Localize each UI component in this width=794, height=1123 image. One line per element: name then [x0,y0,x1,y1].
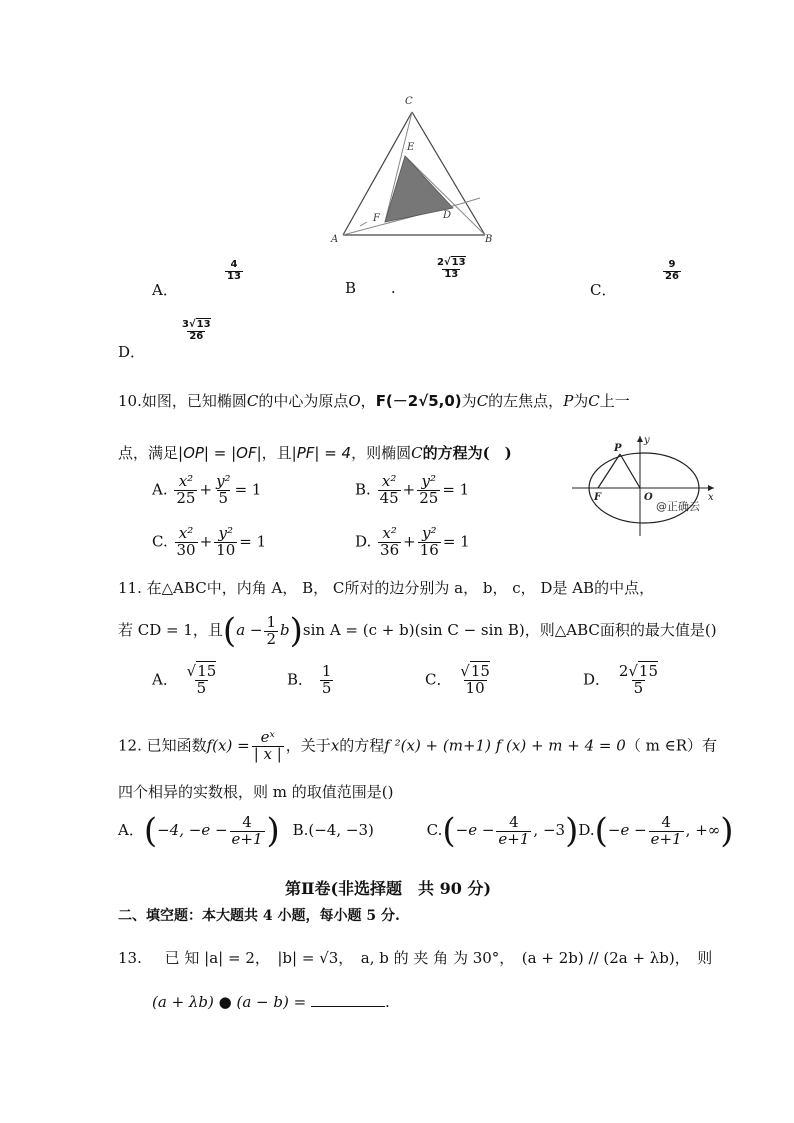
q10-text: 10.如图，已知椭圆 [118,392,247,410]
q13-answer-blank[interactable] [311,992,385,1007]
q10-var-c: C [588,392,600,410]
q9-option-d[interactable] [118,341,145,362]
q12-d-expr: −e − [607,821,647,839]
q12-a-num: 4 [242,812,252,831]
q9-b-coef: 2 [437,257,444,268]
label-D: D [443,210,452,221]
q10-text: ， [360,392,376,410]
q10-b-x2: x² [381,472,397,490]
q9-b-den: 13 [444,268,459,280]
q10-text: 点，满足 [118,444,179,462]
q10-d-rhs: = 1 [442,532,470,551]
q11-text: 若 CD = 1，且 [118,621,223,639]
q12-c-expr: −e − [455,821,495,839]
q12-text: 的方程 [339,736,385,755]
q10-b-den2: 25 [419,488,439,507]
q9-c-den: 26 [665,270,679,282]
q9-option-b[interactable] [345,279,396,297]
q10-a-plus: + [199,480,213,499]
q10-line1 [118,390,630,411]
fig-label-O: O [644,492,653,503]
q10-b-y2: y² [421,472,437,490]
q11-b-label: B． [287,670,314,689]
q10-d-den1: 36 [380,540,400,559]
q10-a-rhs: = 1 [234,480,262,499]
q11-option-a[interactable]: A． $\frac{√15}{5}$ [152,662,217,697]
q12-line2: 四个相异的实数根，则 m 的取值范围是() [118,783,394,801]
q12-fnum: eˣ [260,728,275,746]
fig-label-y: y [644,435,650,446]
q12-d-den: e+1 [650,829,682,848]
q10-var-o: O [348,392,361,410]
q9-d-label: D． [118,343,146,361]
q9-option-c-value [661,260,683,282]
q10-text: 为 [573,392,589,410]
q10-var-p: P [563,392,574,410]
q10-cond1: |OP| = |OF| [178,444,262,462]
label-C: C [405,96,413,107]
q10-line2 [118,442,512,463]
q10-c-plus: + [199,532,213,551]
q13-expr: (a + λb) ● (a − b) = [152,993,307,1011]
q10-c-x2: x² [178,524,194,542]
fig-label-x: x [708,492,714,503]
q12-equation: f ²(x) + (m+1) f (x) + m + 4 = 0 [384,736,626,755]
q9-d-den: 26 [189,330,204,342]
q9-b-label: B [345,279,357,297]
q12-a-den: e+1 [231,829,263,848]
section2-title: 第Ⅱ卷(非选择题 共 90 分) [285,879,492,898]
q12-options [118,811,734,851]
q10-a-y2: y² [216,472,231,490]
q10-focus: F(－2√5,0) [375,392,462,410]
q11-text: sin A = (c + b)(sin C − sin B)，则△ABC面积的最大值是() [302,621,717,639]
q10-option-d[interactable] [355,526,470,559]
q11-c-rad: 15 [470,662,490,680]
q10-b-rhs: = 1 [442,480,470,499]
q10-b-plus: + [402,480,416,499]
q10-a-x2: x² [178,472,194,490]
q10-text: 为 [461,392,477,410]
q9-a-label: A． [152,281,178,299]
q12-option-c[interactable]: C.(−e − $\frac{4}{e+1}$ , −3) [426,811,579,851]
q10-d-y2: y² [422,524,437,542]
label-F: F [373,213,380,224]
q11-c-den: 10 [465,678,485,697]
q9-option-b-value: $\frac{2√13}{13}$ [437,257,466,280]
q9-option-d-value: $\frac{3√13}{26}$ [182,319,211,342]
q10-var-c: C [476,392,489,410]
q9-b-dot: . [390,279,396,297]
fig-watermark: @正确云 [656,500,700,513]
q12-text: ，关于 [285,736,331,755]
q11-line1: 11. 在△ABC中，内角 A， B， C所对的边分别为 a， b， c， D是 AB的中点， [118,579,655,597]
q10-text: 的左焦点， [488,392,564,410]
q12-c-label: C. [426,821,443,839]
q12-line1 [118,730,717,763]
q10-text: 上一 [599,392,630,410]
q9-option-a-value [223,260,245,282]
q11-expr-den: 2 [266,629,277,648]
q11-line2: 若 CD = 1，且(a − $\frac{1}{2}$ b)sin A = (c + b)(sin C − sin B)，则△ABC面积的最大值是() [118,611,717,651]
q10-d-label: D. [355,532,372,551]
q9-a-den: 13 [227,270,241,282]
q12-d-label: D. [578,821,595,839]
q11-b-den: 5 [321,678,332,697]
q9-b-rad: 13 [451,257,466,268]
q10-b-label: B. [355,480,371,499]
q12-d-expr2: , +∞ [685,821,721,839]
fig-label-F: F [594,492,602,503]
q12-option-d[interactable]: D.(−e − $\frac{4}{e+1}$ , +∞) [578,811,734,851]
q13-line2 [152,992,390,1011]
q12-c-num: 4 [509,812,519,831]
q11-d-coef: 2 [618,662,629,680]
q13-end: . [384,993,390,1011]
q10-d-den2: 16 [419,540,439,559]
fig-label-P: P [614,443,622,454]
q10-option-a[interactable] [152,474,261,507]
q10-d-plus: + [403,532,416,551]
q11-expr-a: a − [236,621,263,639]
q10-b-den1: 45 [379,488,399,507]
q10-a-den2: 5 [218,488,229,507]
q10-text: ，则椭圆 [351,444,412,462]
q10-c-label: C. [152,532,168,551]
q11-expr-num: 1 [266,612,277,631]
q11-expr-b: b [280,621,290,639]
q11-d-label: D． [583,670,611,689]
label-B: B [485,234,493,245]
q12-a-expr: −4, −e − [157,821,228,839]
label-A: A [331,234,339,245]
q11-c-label: C． [425,670,452,689]
q10-c-den1: 30 [176,540,196,559]
q10-a-label: A. [152,480,168,499]
q10-option-c[interactable] [152,526,266,559]
q12-fx: f(x) = [206,736,250,755]
q10-c-den2: 10 [216,540,236,559]
q13-text: 已 知 |a| = 2， |b| = √3， a, b 的 夹 角 为 30°， (a + 2b) // (2a + λb)， 则 [164,949,713,967]
q11-d-den: 5 [633,678,644,697]
q11-option-c[interactable]: C． $\frac{√15}{10}$ [425,662,490,697]
q12-fden: | x | [253,744,282,763]
q11-a-den: 5 [196,678,207,697]
q11-option-b[interactable] [287,664,335,697]
q10-a-den1: 25 [176,488,196,507]
q10-cond2: |PF| = 4 [291,444,352,462]
q10-option-b[interactable] [355,474,469,507]
q12-a-label: A． [118,821,144,839]
q12-option-a[interactable]: A．(−4, −e − $\frac{4}{e+1}$ ) [118,811,280,851]
q10-d-x2: x² [382,524,397,542]
q11-d-rad: 15 [638,662,659,680]
q12-c-den: e+1 [498,829,530,848]
q12-c-expr2: , −3 [533,821,566,839]
q9-a-num: 4 [230,259,238,270]
q9-c-num: 9 [668,259,676,270]
q13-line1 [118,947,712,968]
q10-c-rhs: = 1 [239,532,267,551]
q9-d-coef: 3 [182,319,189,330]
q9-d-rad: 13 [196,319,211,330]
q9-c-label: C． [590,281,617,299]
q11-option-d[interactable]: D． $\frac{2√15}{5}$ [583,662,659,697]
q10-text: ，且 [261,444,292,462]
q13-number: 13. [118,949,142,967]
q12-var-x: x [330,736,340,755]
triangle-figure [325,92,500,248]
label-E: E [407,142,415,153]
q11-a-rad: 15 [197,662,217,680]
q12-d-num: 4 [661,812,671,831]
q10-var-c: C [411,444,423,462]
q11-a-label: A． [152,670,178,689]
q12-cond: （ m ∈R）有 [625,736,717,755]
q10-text: 的中心为原点 [258,392,349,410]
q9-option-a[interactable] [152,279,178,300]
q10-c-y2: y² [218,524,233,542]
q12-option-b[interactable]: B.(−4, −3) [292,821,374,839]
ellipse-figure [568,430,728,540]
q12-text: 12. 已知函数 [118,736,207,755]
q11-b-num: 1 [321,662,332,680]
section2-part2: 二、填空题：本大题共 4 小题，每小题 5 分. [118,908,400,924]
q10-var-c: C [246,392,259,410]
q10-text: 的方程为( ) [422,444,512,462]
q9-option-c[interactable] [590,279,616,300]
